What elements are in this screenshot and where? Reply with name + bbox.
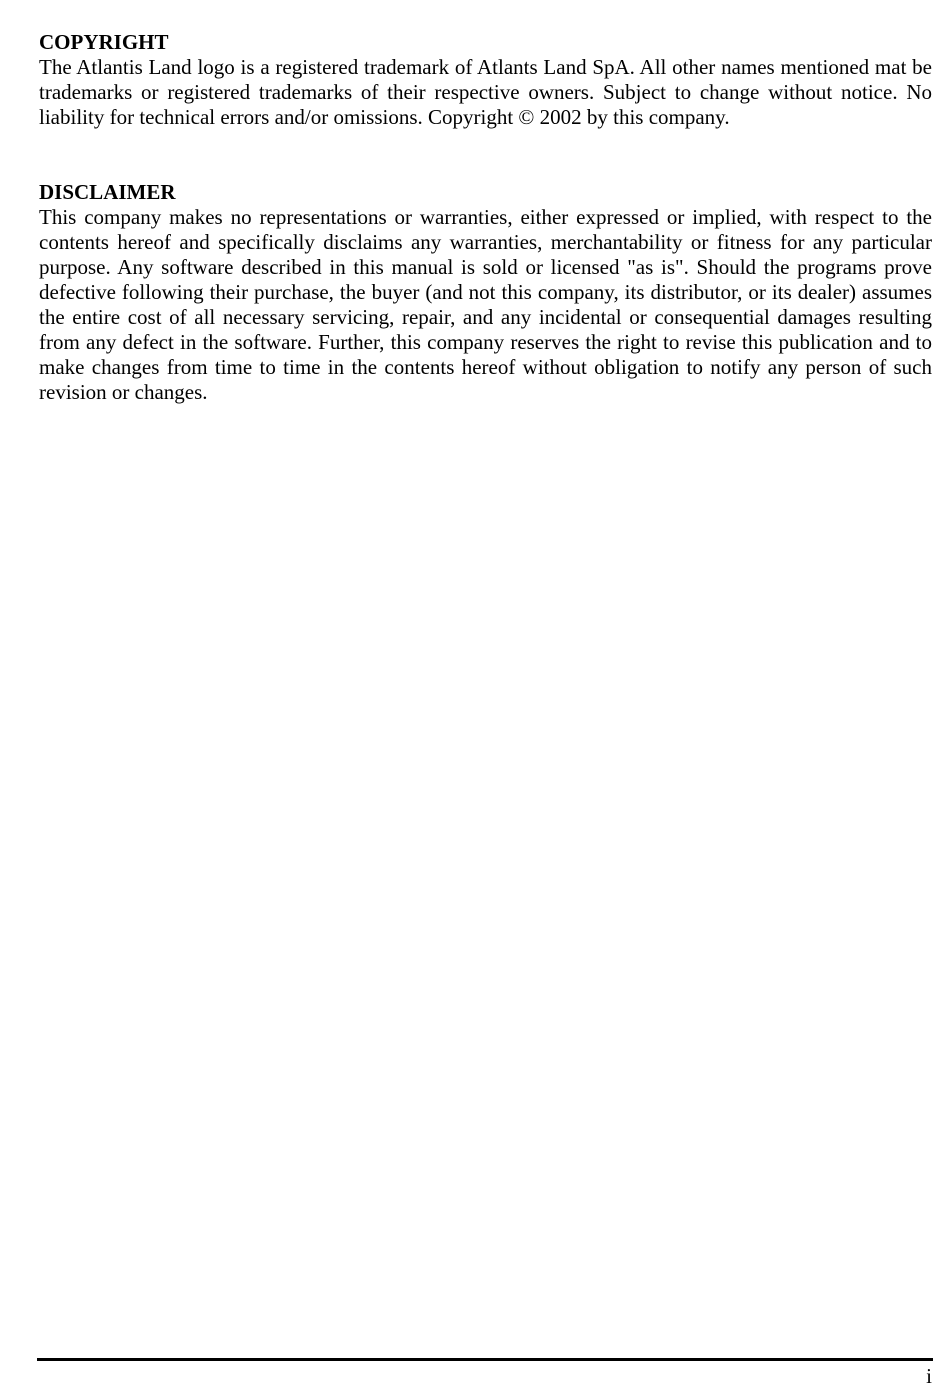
document-page [39,30,932,405]
copyright-text: The Atlantis Land logo is a registered trademark of Atlants Land SpA. All other names mentioned mat be trademarks or registered trademarks of their respective owners. Subject to change without notice. No liability for technical errors and/or omissions. Copyright © 2002 by this company. [39,55,932,129]
disclaimer-section [39,180,932,405]
footer-divider [37,1358,933,1361]
copyright-section [39,30,932,130]
disclaimer-heading: DISCLAIMER [39,180,176,204]
page-number: i [926,1364,932,1388]
disclaimer-text: This company makes no representations or warranties, either expressed or implied, with respect to the contents hereof and specifically disclaims any warranties, merchantability or fitness for any particular purpose. Any software described in this manual is sold or licensed "as is". Should the programs prove defective following their purchase, the buyer (and not this company, its distributor, or its dealer) assumes the entire cost of all necessary servicing, repair, and any incidental or consequential damages resulting from any defect in the software. Further, this company reserves the right to revise this publication and to make changes from time to time in the contents hereof without obligation to notify any person of such revision or changes. [39,205,932,404]
copyright-heading: COPYRIGHT [39,30,169,54]
